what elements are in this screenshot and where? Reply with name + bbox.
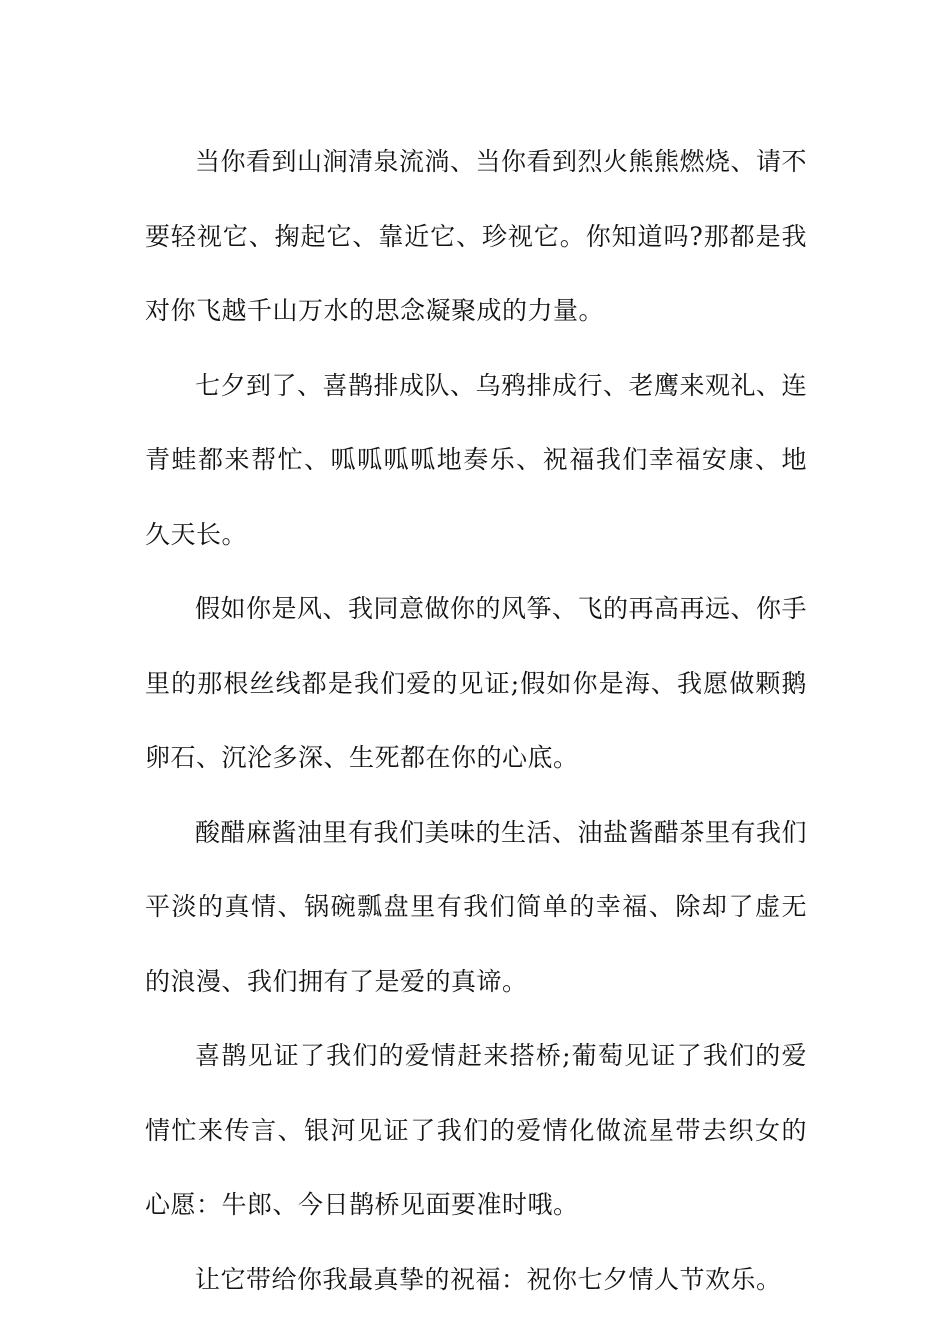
paragraph: 喜鹊见证了我们的爱情赶来搭桥;葡萄见证了我们的爱情忙来传言、银河见证了我们的爱情化做流星带去织女的心愿：牛郎、今日鹊桥见面要准时哦。 (145, 1041, 807, 1219)
paragraph: 七夕到了、喜鹊排成队、乌鸦排成行、老鹰来观礼、连青蛙都来帮忙、呱呱呱呱地奏乐、祝福我们幸福安康、地久天长。 (145, 370, 808, 549)
paragraph: 酸醋麻酱油里有我们美味的生活、油盐酱醋茶里有我们平淡的真情、锅碗瓢盘里有我们简单的幸福、除却了虚无的浪漫、我们拥有了是爱的真谛。 (145, 817, 808, 996)
paragraph: 假如你是风、我同意做你的风筝、飞的再高再远、你手里的那根丝线都是我们爱的见证;假如你是海、我愿做颗鹅卵石、沉沦多深、生死都在你的心底。 (145, 594, 808, 772)
paragraph: 当你看到山涧清泉流淌、当你看到烈火熊熊燃烧、请不要轻视它、掬起它、靠近它、珍视它。你知道吗?那都是我对你飞越千山万水的思念凝聚成的力量。 (145, 147, 808, 325)
document-body (145, 125, 807, 1317)
paragraph: 让它带给你我最真挚的祝福：祝你七夕情人节欢乐。 (195, 1264, 782, 1294)
